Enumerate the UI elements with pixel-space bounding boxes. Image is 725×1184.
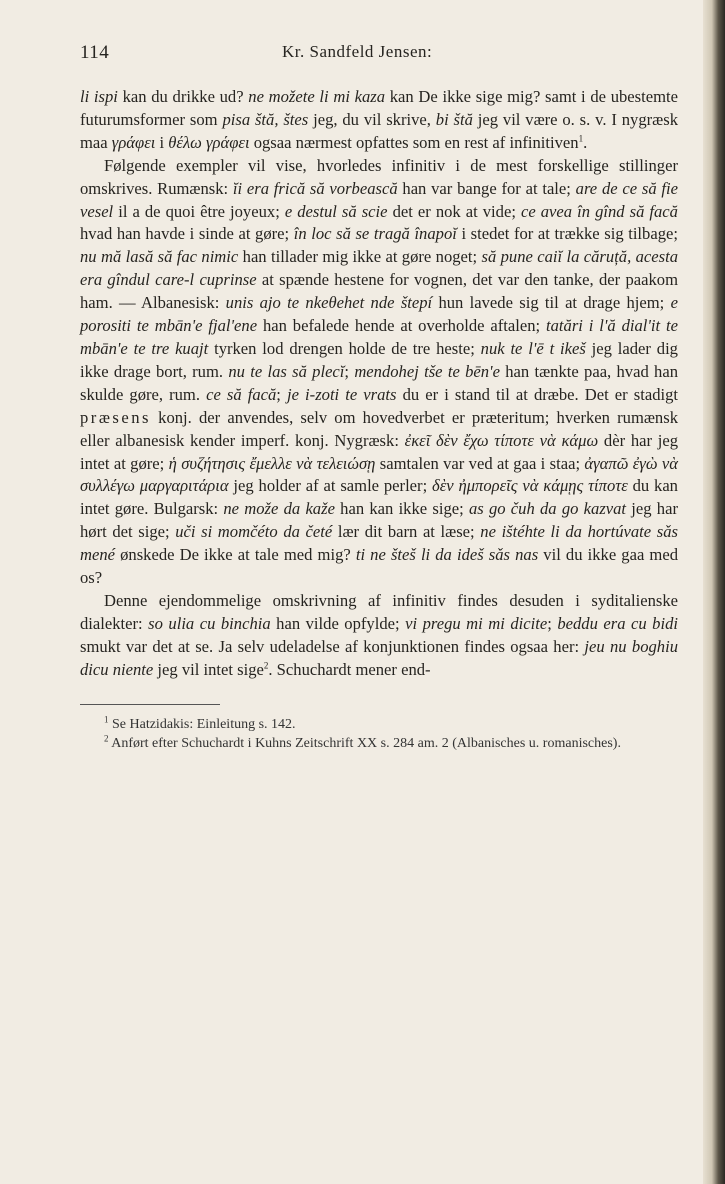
footnote-2: $^2$ Anført efter Schuchardt i Kuhns Zeitschrift XX s. 284 am. 2 (Albanisches u. romanisches). — [104, 732, 621, 751]
running-head: Kr. Sandfeld Jensen: — [282, 42, 433, 61]
page-number: 114 — [80, 42, 110, 63]
book-page — [80, 38, 678, 753]
paragraph-1: li ispi kan du drikke ud? ne možete li mi kaza kan De ikke sige mig? samt i de ubestemte futurumsformer som pisa štă, štes jeg, du vil skrive, bi štă jeg vil være o. s. v. I nygræsk maa γράφει i θέλω γράφει ogsaa nærmest opfattes som en rest af infinitiven$^1$. — [80, 87, 678, 152]
footnote-1: $^1$ Se Hatzidakis: Einleitung s. 142. — [104, 713, 296, 732]
paragraph-2: Følgende exempler vil vise, hvorledes infinitiv i de mest forskellige stillinger omskrives. Rumænsk: ĭi era frică să vorbească han var bange for at tale; are de ce să fie vesel il a de quoi être joyeux; e destul să scie det er nok at vide; ce avea în gînd să facă hvad han havde i sinde at gøre; în loc să se tragă înapoĭ i stedet for at trække sig tilbage; nu mă lasă să fac nimic han tillader mig ikke at gøre noget; să pune caiĭ la căruță, acesta era gîndul care-l cuprinse at spænde hestene for vognen, det var den tanke, der paakom ham. — Albanesisk: unis ajo te nkeθehet nde štepí hun lavede sig til at drage hjem; e porositi te mbān'e fjal'ene han befalede hende at overholde aftalen; tatări i l'ă dial'it te mbān'e te tre kuajt tyrken lod drengen holde de tre heste; nuk te l'ē t ikeš jeg lader dig ikke drage bort, rum. nu te las să plecĭ; mendohej tše te bēn'e han tænkte paa, hvad han skulde gøre, rum. ce să facă; je i-zoti te vrats du er i stand til at dræbe. Det er stadigt præsens konj. der anvendes, selv om hovedverbet er præteritum; hverken rumænsk eller albanesisk kender imperf. konj. Nygræsk: ἐκεῖ δὲν ἔχω τίποτε νὰ κάμω dèr har jeg intet at gøre; ἡ συζήτησις ἔμελλε νὰ τελειώσῃ samtalen var ved at gaa i staa; ἀγαπῶ ἐγὼ νὰ συλλέγω μαργαριτάρια jeg holder af at samle perler; δὲν ἠμπορεῖς νὰ κάμῃς τίποτε du kan intet gøre. Bulgarsk: ne može da kaže han kan ikke sige; as go čuh da go kazvat jeg har hørt det sige; uči si momčéto da četé lær dit barn at læse; ne ištéhte li da hortúvate sǎs mené ønskede De ikke at tale med mig? ti ne šteš li da ideš sǎs nas vil du ikke gaa med os? — [80, 155, 679, 588]
footnote-rule — [80, 704, 220, 705]
footnotes — [80, 715, 678, 753]
body-text — [80, 86, 678, 682]
paragraph-3: Denne ejendommelige omskrivning af infinitiv findes desuden i syditalienske dialekter: so ulia cu binchia han vilde opfylde; vi pregu mi mi dicite; beddu era cu bidi smukt var det at se. Ja selv udeladelse af konjunktionen findes ogsaa her: jeu nu boghiu dicu niente jeg vil intet sige$^2$. Schuchardt mener end- — [80, 590, 678, 679]
page-edge — [703, 0, 725, 1184]
page-header — [80, 38, 678, 66]
